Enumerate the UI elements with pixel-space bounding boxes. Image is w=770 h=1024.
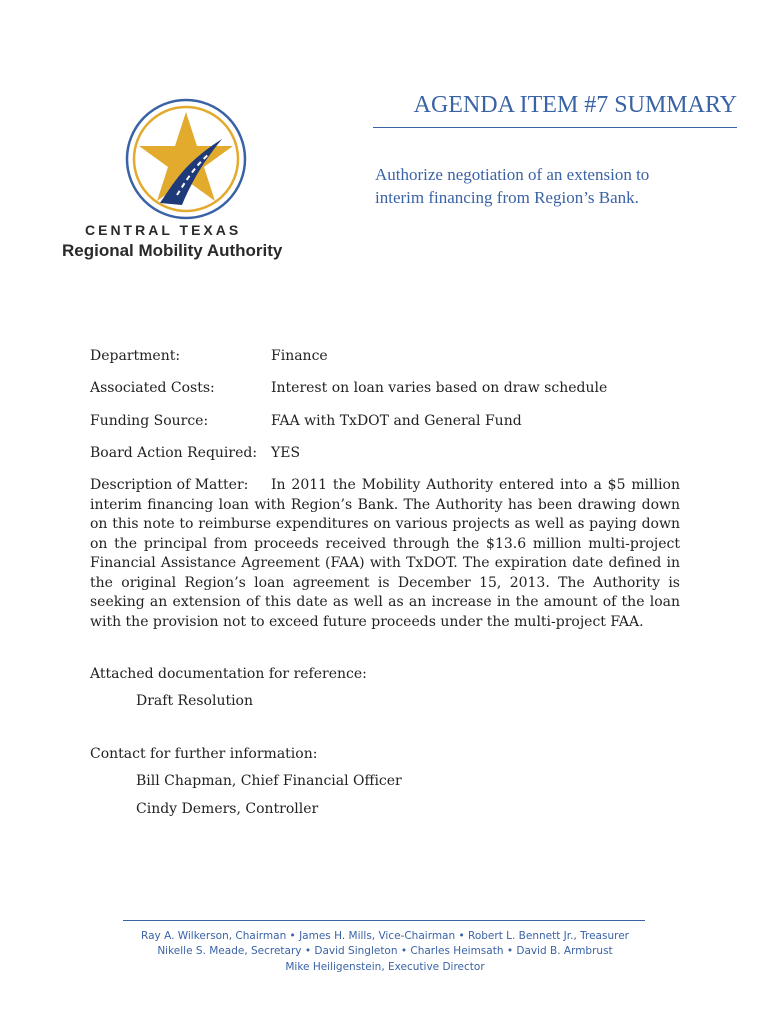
org-name-line1: CENTRAL TEXAS bbox=[85, 222, 242, 238]
description-label: Description of Matter: bbox=[90, 477, 249, 493]
description-text: In 2011 the Mobility Authority entered into a $5 million interim financing loan with Region’s Bank. The Authority has been drawing down on this note to reimburse expenditures on various projects as well as paying down on the principal from proceeds received through the $13.6 million multi-project Financial Assistance Agreement (FAA) with TxDOT. The expiration date defined in the original Region’s loan agreement is December 15, 2013. The Authority is seeking an extension of this date as well as an increase in the amount of the loan with the provision not to exceed future proceeds under the multi-project FAA. bbox=[90, 477, 680, 630]
subtitle-line: interim financing from Region’s Bank. bbox=[375, 188, 639, 207]
footer-divider bbox=[123, 920, 645, 921]
contacts-heading: Contact for further information: bbox=[90, 746, 318, 762]
attachment-item: Draft Resolution bbox=[136, 693, 254, 709]
agenda-subtitle bbox=[375, 163, 735, 209]
contact-item: Bill Chapman, Chief Financial Officer bbox=[136, 773, 402, 789]
department-value: Finance bbox=[271, 348, 328, 364]
department-label: Department: bbox=[90, 348, 181, 364]
description-block bbox=[90, 476, 680, 632]
page-title: AGENDA ITEM #7 SUMMARY bbox=[413, 92, 737, 118]
star-road-logo-icon bbox=[122, 95, 250, 223]
funding-value: FAA with TxDOT and General Fund bbox=[271, 413, 522, 429]
attachments-heading: Attached documentation for reference: bbox=[90, 666, 367, 682]
funding-label: Funding Source: bbox=[90, 413, 209, 429]
action-label: Board Action Required: bbox=[90, 445, 258, 461]
footer-director-line: Mike Heiligenstein, Executive Director bbox=[285, 961, 485, 973]
org-name-line2: Regional Mobility Authority bbox=[62, 241, 283, 260]
footer-officers-line: Ray A. Wilkerson, Chairman • James H. Mills, Vice-Chairman • Robert L. Bennett Jr., Treasurer bbox=[141, 930, 629, 942]
action-value: YES bbox=[271, 445, 301, 461]
footer-board-line: Nikelle S. Meade, Secretary • David Singleton • Charles Heimsath • David B. Armbrust bbox=[157, 945, 613, 957]
costs-label: Associated Costs: bbox=[90, 380, 215, 396]
contact-item: Cindy Demers, Controller bbox=[136, 801, 319, 817]
costs-value: Interest on loan varies based on draw schedule bbox=[271, 380, 608, 396]
title-divider bbox=[373, 127, 737, 128]
subtitle-line: Authorize negotiation of an extension to bbox=[375, 165, 650, 184]
